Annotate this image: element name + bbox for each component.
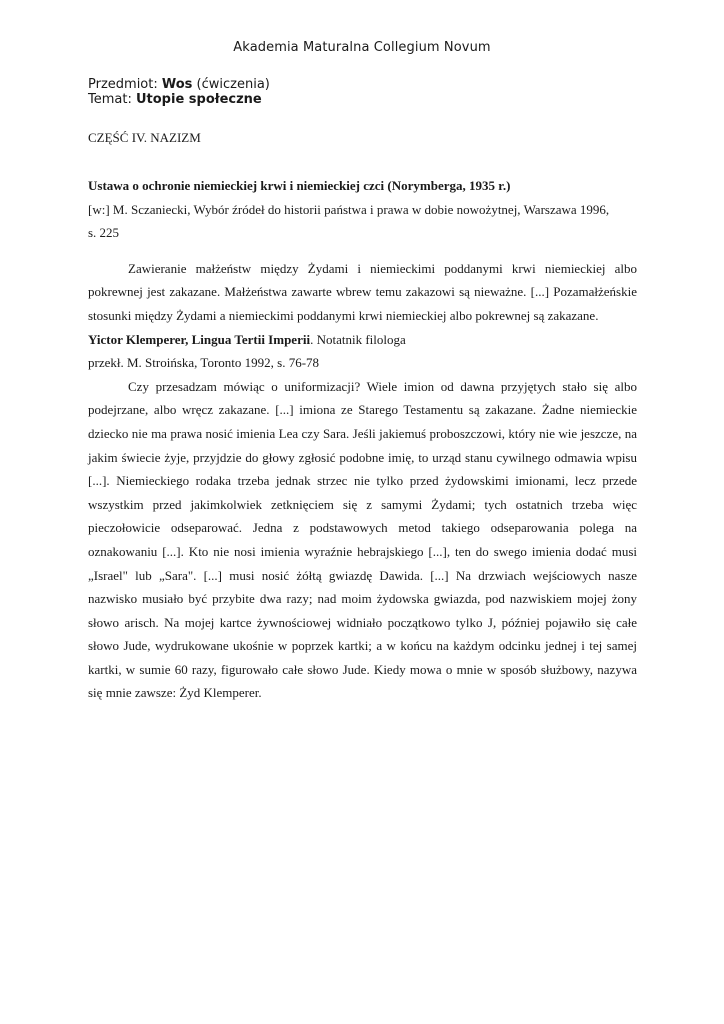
course-meta <box>88 77 270 107</box>
source2-title <box>88 328 637 352</box>
source1-reference-line1: [w:] M. Sczaniecki, Wybór źródeł do historii państwa i prawa w dobie nowożytnej, Warszawa 1996, <box>88 201 610 217</box>
source1-title: Ustawa o ochronie niemieckiej krwi i niemieckiej czci (Norymberga, 1935 r.) <box>88 178 511 193</box>
topic-label: Temat: <box>88 92 136 107</box>
page-header-title: Akademia Maturalna Collegium Novum <box>233 40 491 55</box>
subject-value: Wos <box>161 77 193 92</box>
part-heading: CZĘŚĆ IV. NAZIZM <box>88 130 201 145</box>
source2-reference: przekł. M. Stroińska, Toronto 1992, s. 76-78 <box>88 355 320 371</box>
subject-suffix: (ćwiczenia) <box>192 77 270 92</box>
topic-line <box>88 92 270 107</box>
spacer <box>88 245 637 257</box>
source1-reference-line2: s. 225 <box>88 225 120 241</box>
source2-title-bold: Yictor Klemperer, Lingua Tertii Imperii <box>88 331 311 347</box>
source1-text: Zawieranie małżeństw między Żydami i niemieckimi poddanymi krwi niemieckiej albo pokrewnej jest zakazane. Małżeństwa zawarte wbrew temu zakazowi są nieważne. [...] Pozamałżeńskie stosunki między Żydami a niemieckimi poddanymi krwi niemieckiej albo pokrewnej są zakazane. <box>88 260 637 323</box>
subject-label: Przedmiot: <box>88 77 162 92</box>
subject-line <box>88 77 270 92</box>
source2-text: Czy przesadzam mówiąc o uniformizacji? Wiele imion od dawna przyjętych stało się albo podejrzane, albo wręcz zakazane. [...] imiona ze Starego Testamentu są zakazane. Żadne niemieckie dziecko nie ma prawa nosić imienia Lea czy Sara. Jeśli jakiemuś proboszczowi, który nie wie jeszcze, na jakim świecie żyje, przyjdzie do głowy zgłosić podobne imię, to urząd stanu cywilnego odmawia wpisu [...]. Niemieckiego rodaka trzeba jednak strzec nie tylko przed żydowskimi imionami, lecz przede wszystkim przed jakimkolwiek zetknięciem się z samymi Żydami; tych ostatnich trzeba więc pieczołowicie odseparować. Jedna z podstawowych metod takiego odseparowania polega na oznakowaniu [...]. Kto nie nosi imienia wyraźnie hebrajskiego [...], ten do swego imienia dodać musi „Israel" lub „Sara". [...] musi nosić żółtą gwiazdę Dawida. [...] Na drzwiach wejściowych nasze nazwisko musiało być przybite dwa razy; nad moim żydowska gwiazda, pod nazwiskiem mojej żony słowo arisch. Na mojej kartce żywnościowej widniało początkowo tylko J, później pojawiło się całe słowo Jude, wydrukowane ukośnie w poprzek kartki; a w końcu na każdym odcinku jednej i tej samej kartki, w sumie 60 razy, figurowało całe słowo Jude. Kiedy mowa o mnie w sposób służbowy, nazywa się mnie zawsze: Żyd Klemperer. <box>88 378 637 701</box>
topic-value: Utopie społeczne <box>135 92 262 107</box>
source2-title-rest: . Notatnik filologa <box>310 331 406 347</box>
document-body <box>88 174 637 705</box>
